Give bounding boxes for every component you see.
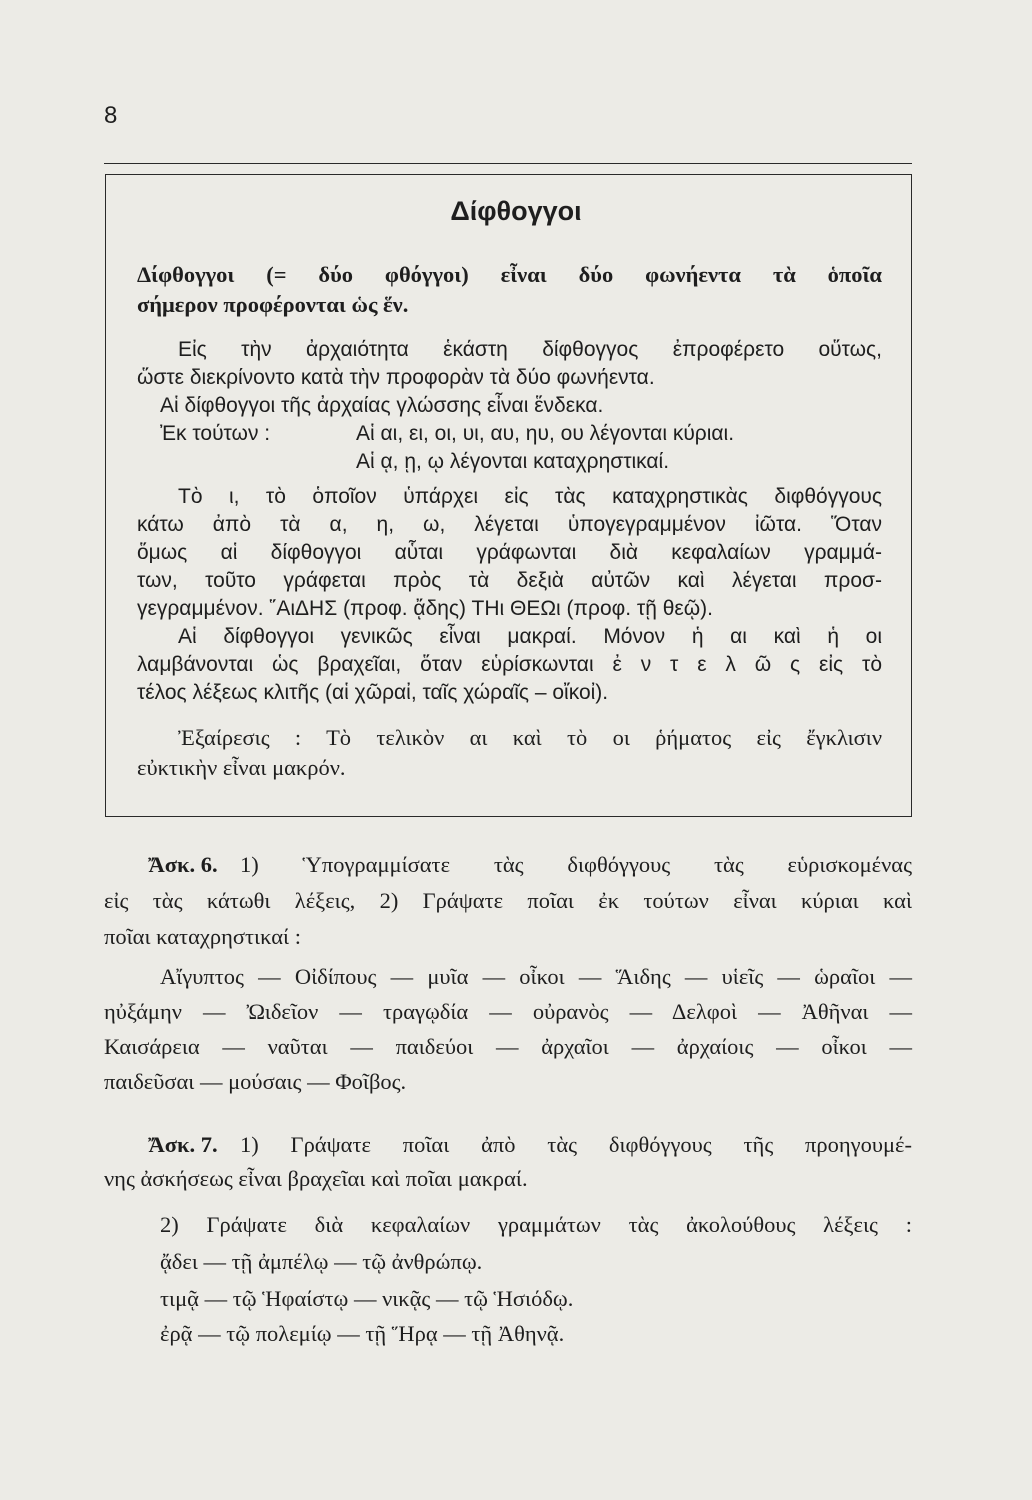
definition-line-2: σήμερον προφέρονται ὡς ἕν. (137, 292, 409, 317)
paragraph-line: Αἱ δίφθογγοι τῆς ἀρχαίας γλώσσης εἶναι ἕνδεκα. (160, 394, 604, 417)
exercise-7-line: 1) Γράψατε ποῖαι ἀπὸ τὰς διφθόγγους τῆς προηγουμέ- (240, 1132, 912, 1157)
paragraph-line: γεγραμμένον. ῞ΑιΔΗΣ (προφ. ᾄδης) ΤΗι ΘΕΩι (προφ. τῇ θεῷ). (137, 597, 714, 620)
exercise-7-label: Ἄσκ. 7. (148, 1132, 218, 1157)
exercise-7-word-line: ᾄδει — τῇ ἀμπέλῳ — τῷ ἀνθρώπῳ. (160, 1249, 483, 1274)
page-number: 8 (104, 102, 118, 129)
exercise-7-word-line: τιμᾷ — τῷ Ἡφαίστῳ — νικᾷς — τῷ Ἡσιόδῳ. (160, 1286, 574, 1311)
exercise-6-word-line: παιδεῦσαι — μούσαις — Φοῖβος. (104, 1069, 407, 1094)
exercise-7-word-line: ἐρᾷ — τῷ πολεμίῳ — τῇ Ἥρᾳ — τῇ Ἀθηνᾷ. (160, 1321, 565, 1346)
exception-line-1: Ἐξαίρεσις : Τὸ τελικὸν αι καὶ τὸ οι ῥήματος εἰς ἔγκλισιν (178, 725, 882, 750)
paragraph-line: τέλος λέξεως κλιτῆς (αἱ χῶραἰ, ταῖς χώραῖς – οἴκοἰ). (137, 681, 609, 704)
paragraph-line: Ἐκ τούτων : (160, 422, 271, 445)
paragraph-line: λαμβάνονται ὡς βραχεῖαι, ὅταν εὑρίσκωνται ἐ ν τ ε λ ῶ ς εἰς τὸ (137, 653, 882, 676)
paragraph-line: Αἱ ᾳ, ῃ, ῳ λέγονται καταχρηστικαί. (356, 450, 670, 473)
top-rule (104, 163, 912, 164)
exception-line-2: εὐκτικὴν εἶναι μακρόν. (137, 755, 346, 780)
exercise-7-line: νης ἀσκήσεως εἶναι βραχεῖαι καὶ ποῖαι μακραί. (104, 1166, 528, 1191)
paragraph-line: Αἱ δίφθογγοι γενικῶς εἶναι μακραί. Μόνον ἡ αι καὶ ἡ οι (178, 625, 882, 648)
exercise-6-word-line: ηὐξάμην — Ὠιδεῖον — τραγῳδία — οὐρανὸς — Δελφοὶ — Ἀθῆναι — (104, 999, 912, 1024)
exercise-6-line: ποῖαι καταχρηστικαί : (104, 924, 301, 949)
paragraph-line: Τὸ ι, τὸ ὁποῖον ὑπάρχει εἰς τὰς καταχρηστικὰς διφθόγγους (178, 485, 882, 508)
paragraph-line: κάτω ἀπὸ τὰ α, η, ω, λέγεται ὑπογεγραμμένον ἰῶτα. Ὅταν (137, 513, 882, 536)
paragraph-line: Εἰς τὴν ἀρχαιότητα ἑκάστη δίφθογγος ἐπροφέρετο οὕτως, (178, 338, 882, 361)
paragraph-line: ὅμως αἱ δίφθογγοι αὗται γράφωνται διὰ κεφαλαίων γραμμά- (137, 541, 882, 564)
exercise-7-line: 2) Γράψατε διὰ κεφαλαίων γραμμάτων τὰς ἀκολούθους λέξεις : (160, 1212, 912, 1237)
exercise-6-word-line: Καισάρεια — ναῦται — παιδεύοι — ἀρχαῖοι — ἀρχαίοις — οἶκοι — (104, 1034, 912, 1059)
paragraph-line: Αἱ αι, ει, οι, υι, αυ, ηυ, ου λέγονται κύριαι. (356, 422, 735, 445)
paragraph-line: των, τοῦτο γράφεται πρὸς τὰ δεξιὰ αὐτῶν καὶ λέγεται προσ- (137, 569, 882, 592)
exercise-6-label: Ἄσκ. 6. (148, 852, 218, 877)
section-title: Δίφθογγοι (450, 196, 582, 226)
paragraph-line: ὥστε διεκρίνοντο κατὰ τὴν προφορὰν τὰ δύο φωνήεντα. (137, 366, 655, 389)
exercise-6-line: εἰς τὰς κάτωθι λέξεις, 2) Γράψατε ποῖαι ἐκ τούτων εἶναι κύριαι καὶ (104, 888, 912, 913)
exercise-6-word-line: Αἴγυπτος — Οἰδίπους — μυῖα — οἶκοι — Ἅιδης — υἱεῖς — ὡραῖοι — (160, 964, 912, 989)
definition-line-1: Δίφθογγοι (= δύο φθόγγοι) εἶναι δύο φωνήεντα τὰ ὁποῖα (137, 262, 882, 287)
exercise-6-line: 1) Ὑπογραμμίσατε τὰς διφθόγγους τὰς εὑρισκομένας (240, 852, 912, 877)
